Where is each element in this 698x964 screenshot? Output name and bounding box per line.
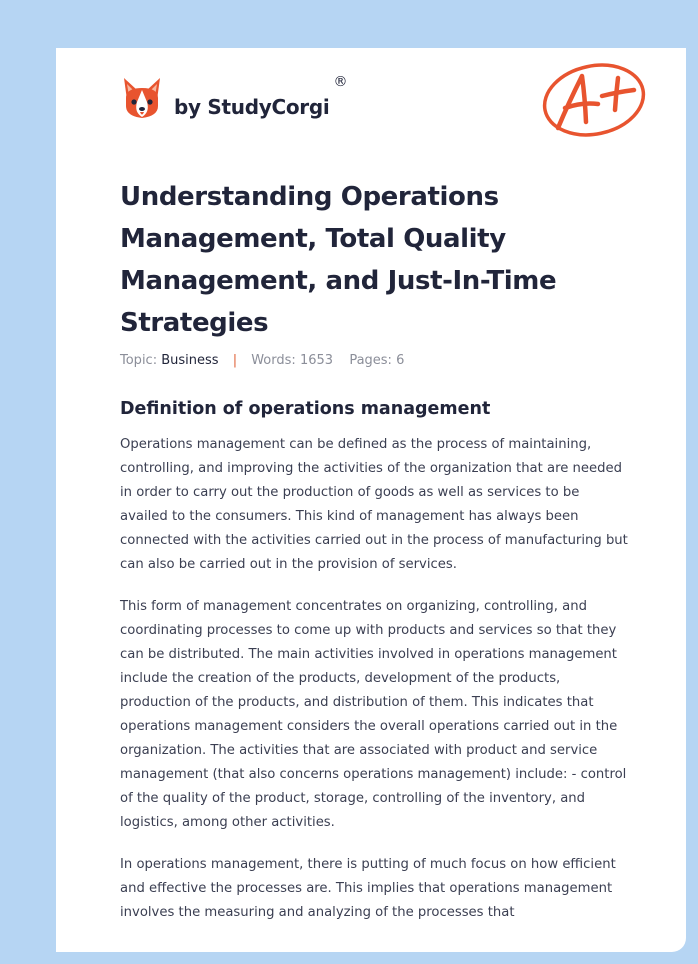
corgi-head-icon xyxy=(122,76,162,120)
words-count: 1653 xyxy=(299,353,334,368)
document-page xyxy=(56,48,686,952)
grade-stamp-icon xyxy=(538,58,650,140)
meta-separator: | xyxy=(232,353,238,368)
brand-header[interactable] xyxy=(122,76,347,120)
document-title: Understanding Operations Management, Total Quality Management, and Just-In-Time Strategies xyxy=(120,182,557,338)
paragraph-3: In operations management, there is putting of much focus on how efficient and effective the processes are. This implies that operations management involves the measuring and analyzing of the processes that xyxy=(120,857,616,920)
brand-name: by StudyCorgi xyxy=(174,95,330,119)
topic-link[interactable]: Business xyxy=(161,353,219,368)
document-meta xyxy=(120,353,404,368)
pages-count: 6 xyxy=(396,353,405,368)
paragraph-1: Operations management can be defined as the process of maintaining, controlling, and improving the activities of the organization that are needed in order to carry out the production of goods as well as services to be availed to the consumers. This kind of management has always been connected with the activities carried out in the process of manufacturing but can also be carried out in the provision of services. xyxy=(120,437,628,572)
registered-mark: ® xyxy=(333,74,348,90)
words-label: Words: xyxy=(251,353,296,368)
pages-label: Pages: xyxy=(349,353,392,368)
paragraph-2: This form of management concentrates on organizing, controlling, and coordinating processes to come up with products and services so that they can be distributed. The main activities involved in operations management include the creation of the products, development of the products, production of the products, and distribution of them. This indicates that operations management considers the overall operations carried out in the organization. The activities that are associated with product and service management (that also concerns operations management) include: - control of the quality of the product, storage, controlling of the inventory, and logistics, among other activities. xyxy=(120,599,627,830)
topic-label: Topic: xyxy=(120,353,158,368)
section-heading: Definition of operations management xyxy=(120,399,491,419)
